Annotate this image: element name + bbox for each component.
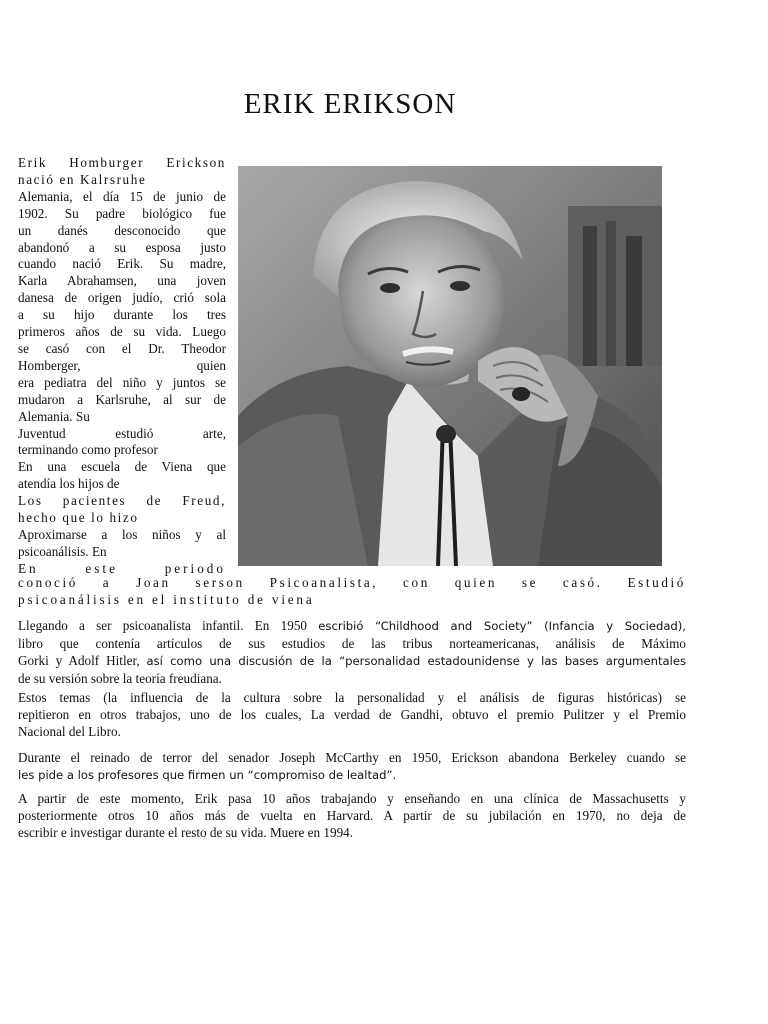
left-column-text — [18, 155, 226, 578]
document-title: ERIK ERIKSON — [243, 88, 457, 120]
continuation-text — [18, 574, 686, 608]
text-line: a su hijo durante los tres — [18, 307, 226, 323]
text-line: les pide a los profesores que firmen un “compromiso de lealtad”. — [18, 768, 397, 782]
text-line: 1902. Su padre biológico fue — [18, 205, 226, 221]
paragraph-1 — [18, 617, 686, 687]
text-line: mudaron a Karlsruhe, al sur de — [18, 391, 226, 407]
text-line: En una escuela de Viena que — [18, 459, 226, 475]
text-line: Estos temas (la influencia de la cultura sobre la personalidad y el análisis de figuras históricas) se — [18, 690, 686, 705]
text-line: Homberger, quien — [18, 357, 226, 373]
text-line: un danés desconocido que — [18, 222, 226, 238]
text-line: repitieron en otros trabajos, uno de los cuales, La verdad de Gandhi, obtuvo el premio Pulitzer y el Premio — [18, 707, 686, 722]
text-line: Juventud estudió arte, — [18, 425, 226, 441]
text-line: Durante el reinado de terror del senador Joseph McCarthy en 1950, Erickson abandona Berkeley cuando se — [18, 750, 686, 765]
text-line: Gorki y Adolf Hitler, así como una discusión de la “personalidad estadounidense y las bases argumentales — [18, 653, 686, 668]
text-line: En este periodo — [18, 560, 226, 576]
text-line: posteriormente otros 10 años más de vuelta en Harvard. A partir de su jubilación en 1970, no deja de — [18, 808, 686, 823]
text-line: era pediatra del niño y juntos se — [18, 374, 226, 390]
text-line: Llegando a ser psicoanalista infantil. En 1950 escribió “Childhood and Society” (Infancia y Sociedad), — [18, 618, 686, 633]
text-line: libro que contenía artículos de sus estudios de las tribus norteamericanas, análisis de Máximo — [18, 636, 686, 651]
text-line: escribir e investigar durante el resto de su vida. Muere en 1994. — [18, 825, 354, 840]
text-line: abandonó a su esposa justo — [18, 239, 226, 255]
text-line: Los pacientes de Freud, — [18, 493, 226, 509]
portrait-photo — [238, 166, 662, 566]
text-line: nació en Kalrsruhe — [18, 171, 147, 187]
paragraph-4 — [18, 790, 686, 841]
text-line: psicoanálisis. En — [18, 543, 107, 559]
text-line: de su versión sobre la teoría freudiana. — [18, 671, 222, 686]
paragraph-3 — [18, 749, 686, 784]
text-line: psicoanálisis en el instituto de viena — [18, 592, 315, 607]
paragraph-2 — [18, 689, 686, 740]
text-line: cuando nació Erik. Su madre, — [18, 256, 226, 272]
text-line: atendía los hijos de — [18, 476, 120, 492]
text-line: Nacional del Libro. — [18, 724, 121, 739]
text-line: Erik Homburger Erickson — [18, 155, 226, 170]
text-line: hecho que lo hizo — [18, 510, 139, 526]
text-line: conoció a Joan serson Psicoanalista, con quien se casó. Estudió — [18, 575, 686, 590]
text-line: terminando como profesor — [18, 442, 158, 458]
text-line: se casó con el Dr. Theodor — [18, 340, 226, 356]
text-line: Alemania, el día 15 de junio de — [18, 188, 226, 204]
text-line: Karla Abrahamsen, una joven — [18, 273, 226, 289]
text-line: danesa de origen judío, crió sola — [18, 290, 226, 306]
text-line: A partir de este momento, Erik pasa 10 años trabajando y enseñando en una clínica de Massachusetts y — [18, 791, 686, 806]
text-line: Alemania. Su — [18, 408, 90, 424]
text-line: Aproximarse a los niños y al — [18, 526, 226, 542]
text-line: primeros años de su vida. Luego — [18, 324, 226, 340]
